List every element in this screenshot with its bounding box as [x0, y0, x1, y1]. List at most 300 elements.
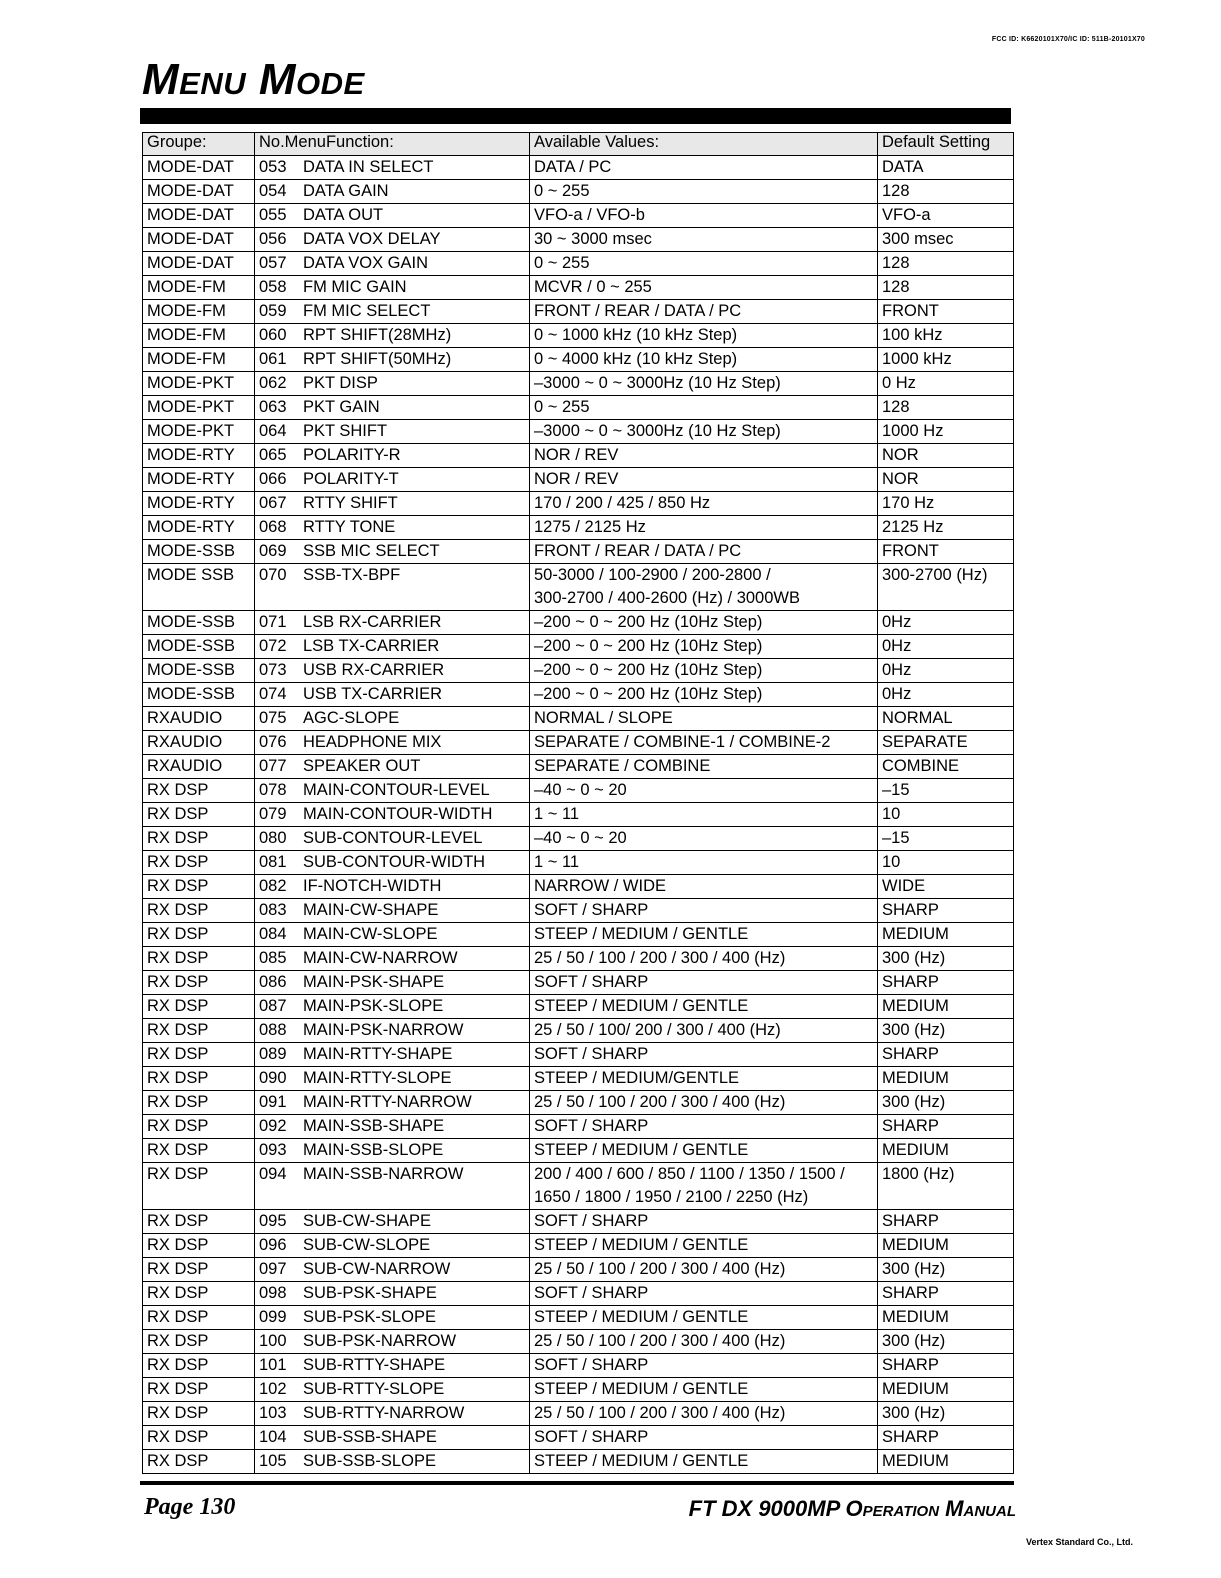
cell-group: MODE-DAT	[143, 180, 255, 204]
cell-default: SHARP	[878, 1426, 1014, 1450]
cell-values	[530, 1282, 878, 1306]
cell-group: MODE-RTY	[143, 492, 255, 516]
cell-values	[530, 851, 878, 875]
menu-function: MAIN-RTTY-SLOPE	[303, 1069, 452, 1087]
menu-function: LSB RX-CARRIER	[303, 613, 442, 631]
vendor-name: Vertex Standard Co., Ltd.	[1025, 1537, 1133, 1547]
cell-default: SHARP	[878, 899, 1014, 923]
menu-number: 067	[259, 494, 287, 512]
menu-number: 054	[259, 182, 287, 200]
cell-function	[255, 875, 530, 899]
cell-function	[255, 923, 530, 947]
cell-group: RX DSP	[143, 971, 255, 995]
cell-function	[255, 564, 530, 611]
menu-function: MAIN-PSK-NARROW	[303, 1021, 464, 1039]
cell-default: VFO-a	[878, 204, 1014, 228]
cell-default: MEDIUM	[878, 1450, 1014, 1474]
table-row	[143, 899, 1014, 923]
cell-values	[530, 348, 878, 372]
fcc-id: FCC ID: K6620101X70/IC ID: 511B-20101X70	[991, 36, 1145, 43]
cell-default: 0Hz	[878, 683, 1014, 707]
menu-number: 071	[259, 613, 287, 631]
menu-number: 064	[259, 422, 287, 440]
menu-function: DATA VOX GAIN	[303, 254, 428, 272]
cell-function	[255, 1330, 530, 1354]
values-line: NOR / REV	[534, 470, 619, 488]
cell-function	[255, 1234, 530, 1258]
table-row	[143, 468, 1014, 492]
menu-function: SUB-SSB-SLOPE	[303, 1452, 436, 1470]
cell-group: MODE-SSB	[143, 611, 255, 635]
cell-group: MODE-FM	[143, 348, 255, 372]
values-line: SOFT / SHARP	[534, 901, 649, 919]
cell-default: MEDIUM	[878, 1139, 1014, 1163]
values-line: MCVR / 0 ~ 255	[534, 278, 652, 296]
cell-function	[255, 779, 530, 803]
menu-function: PKT GAIN	[303, 398, 380, 416]
cell-default: SHARP	[878, 1043, 1014, 1067]
values-line: DATA / PC	[534, 158, 612, 176]
cell-values	[530, 1450, 878, 1474]
cell-values	[530, 444, 878, 468]
cell-group: MODE-FM	[143, 300, 255, 324]
cell-group: MODE-SSB	[143, 683, 255, 707]
cell-values	[530, 300, 878, 324]
cell-default: 300-2700 (Hz)	[878, 564, 1014, 611]
cell-group: MODE-FM	[143, 276, 255, 300]
menu-number: 086	[259, 973, 287, 991]
values-line: NOR / REV	[534, 446, 619, 464]
menu-function: MAIN-SSB-SLOPE	[303, 1141, 444, 1159]
menu-function: SSB MIC SELECT	[303, 542, 440, 560]
values-line: SOFT / SHARP	[534, 1428, 649, 1446]
cell-values	[530, 1210, 878, 1234]
cell-values	[530, 492, 878, 516]
cell-function	[255, 396, 530, 420]
values-line: SOFT / SHARP	[534, 1212, 649, 1230]
values-line: 1 ~ 11	[534, 853, 580, 871]
menu-number: 100	[259, 1332, 287, 1350]
cell-default: 10	[878, 803, 1014, 827]
cell-group: MODE-DAT	[143, 252, 255, 276]
cell-default: 300 (Hz)	[878, 1402, 1014, 1426]
values-line: 1650 / 1800 / 1950 / 2100 / 2250 (Hz)	[534, 1188, 809, 1206]
table-row	[143, 1043, 1014, 1067]
cell-function	[255, 731, 530, 755]
values-line: 1275 / 2125 Hz	[534, 518, 646, 536]
cell-function	[255, 899, 530, 923]
cell-values	[530, 468, 878, 492]
menu-number: 095	[259, 1212, 287, 1230]
menu-number: 070	[259, 566, 287, 584]
cell-function	[255, 659, 530, 683]
cell-values	[530, 1091, 878, 1115]
values-line: STEEP / MEDIUM / GENTLE	[534, 1308, 749, 1326]
cell-group: RX DSP	[143, 1139, 255, 1163]
cell-function	[255, 1019, 530, 1043]
cell-default: MEDIUM	[878, 923, 1014, 947]
cell-function	[255, 1378, 530, 1402]
menu-number: 084	[259, 925, 287, 943]
cell-values	[530, 228, 878, 252]
cell-values	[530, 995, 878, 1019]
table-row	[143, 635, 1014, 659]
table-row	[143, 516, 1014, 540]
cell-function	[255, 971, 530, 995]
menu-function: IF-NOTCH-WIDTH	[303, 877, 442, 895]
values-line: –3000 ~ 0 ~ 3000Hz (10 Hz Step)	[534, 374, 781, 392]
values-line: 25 / 50 / 100 / 200 / 300 / 400 (Hz)	[534, 949, 786, 967]
cell-values	[530, 1019, 878, 1043]
cell-default: –15	[878, 779, 1014, 803]
values-line: 25 / 50 / 100/ 200 / 300 / 400 (Hz)	[534, 1021, 781, 1039]
cell-group: RX DSP	[143, 1450, 255, 1474]
menu-function: SUB-PSK-SHAPE	[303, 1284, 437, 1302]
values-line: STEEP / MEDIUM / GENTLE	[534, 1452, 749, 1470]
cell-group: RX DSP	[143, 1282, 255, 1306]
menu-number: 077	[259, 757, 287, 775]
menu-number: 085	[259, 949, 287, 967]
header-default: Default Setting	[878, 133, 1014, 156]
cell-group: RX DSP	[143, 1354, 255, 1378]
cell-default: 128	[878, 276, 1014, 300]
values-line: STEEP / MEDIUM / GENTLE	[534, 1141, 749, 1159]
cell-function	[255, 683, 530, 707]
cell-group: MODE-FM	[143, 324, 255, 348]
cell-default: 1000 kHz	[878, 348, 1014, 372]
cell-function	[255, 851, 530, 875]
cell-values	[530, 755, 878, 779]
cell-group: RX DSP	[143, 947, 255, 971]
menu-function: MAIN-PSK-SLOPE	[303, 997, 444, 1015]
table-row	[143, 444, 1014, 468]
cell-function	[255, 252, 530, 276]
cell-group: RX DSP	[143, 1115, 255, 1139]
cell-group: RX DSP	[143, 1378, 255, 1402]
table-row	[143, 372, 1014, 396]
menu-function: RTTY TONE	[303, 518, 396, 536]
menu-number: 068	[259, 518, 287, 536]
cell-group: MODE-RTY	[143, 516, 255, 540]
values-line: –200 ~ 0 ~ 200 Hz (10Hz Step)	[534, 637, 763, 655]
cell-group: RXAUDIO	[143, 707, 255, 731]
cell-group: RX DSP	[143, 1426, 255, 1450]
cell-group: RX DSP	[143, 1163, 255, 1210]
manual-title: FT DX 9000MP Operation Manual	[688, 1496, 1016, 1521]
cell-group: RX DSP	[143, 1306, 255, 1330]
cell-default: COMBINE	[878, 755, 1014, 779]
menu-number: 081	[259, 853, 287, 871]
menu-number: 057	[259, 254, 287, 272]
table-row	[143, 228, 1014, 252]
menu-number: 082	[259, 877, 287, 895]
cell-function	[255, 1091, 530, 1115]
cell-default: SHARP	[878, 1354, 1014, 1378]
cell-function	[255, 1426, 530, 1450]
values-line: SOFT / SHARP	[534, 973, 649, 991]
cell-group: RX DSP	[143, 1402, 255, 1426]
table-row	[143, 1330, 1014, 1354]
cell-function	[255, 156, 530, 180]
values-line: –200 ~ 0 ~ 200 Hz (10Hz Step)	[534, 685, 763, 703]
cell-default: 2125 Hz	[878, 516, 1014, 540]
cell-values	[530, 516, 878, 540]
table-row	[143, 1426, 1014, 1450]
cell-function	[255, 348, 530, 372]
menu-function: POLARITY-R	[303, 446, 401, 464]
menu-function: SUB-PSK-SLOPE	[303, 1308, 436, 1326]
menu-function: SUB-CONTOUR-WIDTH	[303, 853, 486, 871]
menu-number: 078	[259, 781, 287, 799]
table-row	[143, 803, 1014, 827]
values-line: SOFT / SHARP	[534, 1117, 649, 1135]
cell-values	[530, 1258, 878, 1282]
table-row	[143, 348, 1014, 372]
cell-default: 10	[878, 851, 1014, 875]
cell-values	[530, 372, 878, 396]
values-line: FRONT / REAR / DATA / PC	[534, 542, 742, 560]
cell-values	[530, 1306, 878, 1330]
menu-number: 061	[259, 350, 287, 368]
table-row	[143, 1258, 1014, 1282]
cell-function	[255, 1306, 530, 1330]
menu-function: MAIN-CONTOUR-LEVEL	[303, 781, 490, 799]
menu-number: 092	[259, 1117, 287, 1135]
table-row	[143, 947, 1014, 971]
cell-function	[255, 324, 530, 348]
cell-values	[530, 204, 878, 228]
menu-function: SUB-SSB-SHAPE	[303, 1428, 437, 1446]
cell-function	[255, 492, 530, 516]
values-line: 25 / 50 / 100 / 200 / 300 / 400 (Hz)	[534, 1332, 786, 1350]
menu-number: 083	[259, 901, 287, 919]
cell-values	[530, 1426, 878, 1450]
menu-number: 080	[259, 829, 287, 847]
table-row	[143, 755, 1014, 779]
cell-default: MEDIUM	[878, 1306, 1014, 1330]
menu-number: 102	[259, 1380, 287, 1398]
values-line: NARROW / WIDE	[534, 877, 666, 895]
table-row	[143, 1163, 1014, 1210]
menu-number: 060	[259, 326, 287, 344]
values-line: 25 / 50 / 100 / 200 / 300 / 400 (Hz)	[534, 1404, 786, 1422]
menu-function: USB RX-CARRIER	[303, 661, 445, 679]
menu-number: 090	[259, 1069, 287, 1087]
table-row	[143, 396, 1014, 420]
cell-group: RX DSP	[143, 1067, 255, 1091]
table-row	[143, 1450, 1014, 1474]
menu-number: 096	[259, 1236, 287, 1254]
cell-values	[530, 540, 878, 564]
cell-default: 300 (Hz)	[878, 947, 1014, 971]
menu-function: MAIN-SSB-SHAPE	[303, 1117, 445, 1135]
cell-group: MODE-SSB	[143, 540, 255, 564]
cell-default: NOR	[878, 468, 1014, 492]
cell-default: –15	[878, 827, 1014, 851]
menu-number: 059	[259, 302, 287, 320]
cell-function	[255, 204, 530, 228]
header-group: Groupe:	[143, 133, 255, 156]
values-line: SEPARATE / COMBINE	[534, 757, 711, 775]
values-line: 170 / 200 / 425 / 850 Hz	[534, 494, 711, 512]
menu-function: SUB-RTTY-SLOPE	[303, 1380, 445, 1398]
menu-number: 087	[259, 997, 287, 1015]
menu-number: 076	[259, 733, 287, 751]
table-row	[143, 659, 1014, 683]
menu-number: 104	[259, 1428, 287, 1446]
cell-default: 100 kHz	[878, 324, 1014, 348]
values-line: –40 ~ 0 ~ 20	[534, 829, 627, 847]
menu-function: SSB-TX-BPF	[303, 566, 401, 584]
cell-default: WIDE	[878, 875, 1014, 899]
values-line: SEPARATE / COMBINE-1 / COMBINE-2	[534, 733, 831, 751]
cell-values	[530, 1330, 878, 1354]
cell-default: MEDIUM	[878, 1067, 1014, 1091]
cell-values	[530, 1115, 878, 1139]
cell-group: MODE-RTY	[143, 444, 255, 468]
table-row	[143, 252, 1014, 276]
table-row	[143, 611, 1014, 635]
cell-default: 1000 Hz	[878, 420, 1014, 444]
cell-group: RX DSP	[143, 851, 255, 875]
cell-group: RX DSP	[143, 1210, 255, 1234]
menu-function: POLARITY-T	[303, 470, 399, 488]
page-number: Page 130	[144, 1494, 236, 1520]
table-row	[143, 827, 1014, 851]
menu-function: MAIN-CONTOUR-WIDTH	[303, 805, 493, 823]
cell-function	[255, 803, 530, 827]
menu-function: DATA IN SELECT	[303, 158, 434, 176]
values-line: STEEP / MEDIUM/GENTLE	[534, 1069, 740, 1087]
values-line: 0 ~ 255	[534, 182, 590, 200]
table-row	[143, 204, 1014, 228]
menu-function: SUB-RTTY-NARROW	[303, 1404, 465, 1422]
cell-function	[255, 947, 530, 971]
cell-function	[255, 1139, 530, 1163]
cell-values	[530, 875, 878, 899]
menu-function: SUB-CW-NARROW	[303, 1260, 451, 1278]
values-line: –40 ~ 0 ~ 20	[534, 781, 627, 799]
cell-default: 0 Hz	[878, 372, 1014, 396]
cell-default: 300 (Hz)	[878, 1019, 1014, 1043]
values-line: 30 ~ 3000 msec	[534, 230, 652, 248]
cell-default: NOR	[878, 444, 1014, 468]
cell-values	[530, 420, 878, 444]
cell-group: MODE-DAT	[143, 228, 255, 252]
cell-group: MODE-SSB	[143, 635, 255, 659]
values-line: 25 / 50 / 100 / 200 / 300 / 400 (Hz)	[534, 1260, 786, 1278]
table-row	[143, 1115, 1014, 1139]
cell-group: RX DSP	[143, 875, 255, 899]
menu-number: 103	[259, 1404, 287, 1422]
cell-values	[530, 899, 878, 923]
menu-number: 099	[259, 1308, 287, 1326]
cell-group: RXAUDIO	[143, 755, 255, 779]
values-line: STEEP / MEDIUM / GENTLE	[534, 1236, 749, 1254]
cell-group: MODE SSB	[143, 564, 255, 611]
cell-default: SHARP	[878, 1210, 1014, 1234]
cell-function	[255, 611, 530, 635]
menu-number: 066	[259, 470, 287, 488]
table-row	[143, 1354, 1014, 1378]
cell-values	[530, 1354, 878, 1378]
cell-function	[255, 995, 530, 1019]
menu-function: PKT SHIFT	[303, 422, 388, 440]
cell-group: MODE-SSB	[143, 659, 255, 683]
cell-group: MODE-PKT	[143, 396, 255, 420]
cell-values	[530, 707, 878, 731]
cell-group: MODE-PKT	[143, 372, 255, 396]
cell-group: RX DSP	[143, 1043, 255, 1067]
cell-values	[530, 1402, 878, 1426]
cell-function	[255, 420, 530, 444]
cell-group: MODE-DAT	[143, 156, 255, 180]
table-row	[143, 540, 1014, 564]
cell-default: 300 (Hz)	[878, 1091, 1014, 1115]
table-row	[143, 779, 1014, 803]
menu-function: SPEAKER OUT	[303, 757, 421, 775]
cell-values	[530, 180, 878, 204]
values-line: VFO-a / VFO-b	[534, 206, 645, 224]
cell-default: 128	[878, 396, 1014, 420]
cell-values	[530, 564, 878, 611]
menu-function: SUB-PSK-NARROW	[303, 1332, 457, 1350]
menu-function: RPT SHIFT(50MHz)	[303, 350, 452, 368]
menu-number: 074	[259, 685, 287, 703]
menu-number: 058	[259, 278, 287, 296]
table-row	[143, 1282, 1014, 1306]
cell-default: 0Hz	[878, 611, 1014, 635]
values-line: NORMAL / SLOPE	[534, 709, 673, 727]
cell-function	[255, 1067, 530, 1091]
menu-number: 053	[259, 158, 287, 176]
cell-function	[255, 180, 530, 204]
cell-default: DATA	[878, 156, 1014, 180]
cell-values	[530, 827, 878, 851]
cell-group: RX DSP	[143, 803, 255, 827]
table-row	[143, 180, 1014, 204]
menu-table	[142, 132, 1014, 1474]
table-row	[143, 156, 1014, 180]
table-row	[143, 564, 1014, 611]
cell-default: 300 (Hz)	[878, 1258, 1014, 1282]
cell-group: RX DSP	[143, 1330, 255, 1354]
cell-group: RX DSP	[143, 827, 255, 851]
cell-values	[530, 803, 878, 827]
cell-values	[530, 731, 878, 755]
cell-values	[530, 1067, 878, 1091]
title-rule	[140, 108, 1011, 124]
cell-function	[255, 1210, 530, 1234]
menu-number: 073	[259, 661, 287, 679]
menu-function: FM MIC GAIN	[303, 278, 407, 296]
header-values: Available Values:	[530, 133, 878, 156]
cell-default: MEDIUM	[878, 1234, 1014, 1258]
cell-default: SHARP	[878, 1115, 1014, 1139]
cell-default: FRONT	[878, 540, 1014, 564]
table-row	[143, 300, 1014, 324]
page-title: Menu Mode	[142, 55, 365, 104]
values-line: –3000 ~ 0 ~ 3000Hz (10 Hz Step)	[534, 422, 781, 440]
menu-function: MAIN-PSK-SHAPE	[303, 973, 445, 991]
menu-function: MAIN-CW-NARROW	[303, 949, 458, 967]
cell-function	[255, 1450, 530, 1474]
table-row	[143, 851, 1014, 875]
menu-function: MAIN-RTTY-NARROW	[303, 1093, 472, 1111]
cell-values	[530, 276, 878, 300]
menu-number: 088	[259, 1021, 287, 1039]
table-row	[143, 1139, 1014, 1163]
